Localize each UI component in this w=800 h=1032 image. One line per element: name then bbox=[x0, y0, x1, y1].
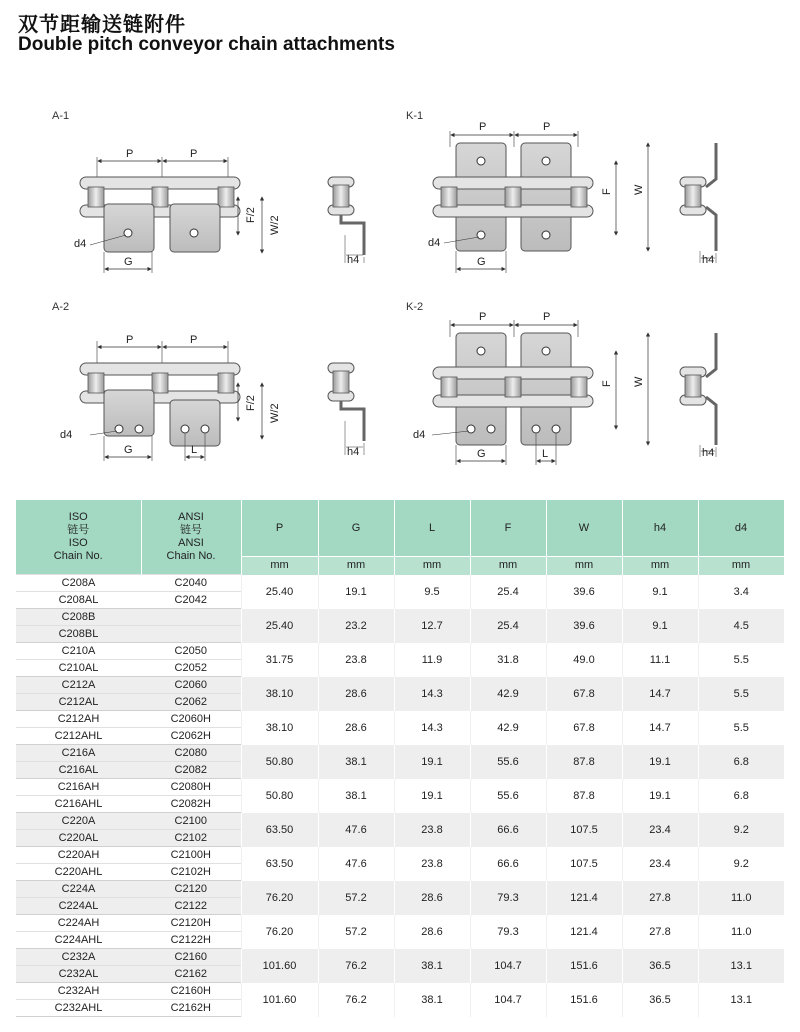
table-row bbox=[16, 643, 784, 660]
table-row bbox=[16, 949, 784, 966]
k2-l-label: L bbox=[542, 448, 549, 460]
ansi-chain-no: C2082 bbox=[141, 762, 241, 779]
w-value: 107.5 bbox=[546, 813, 622, 847]
g-value: 47.6 bbox=[318, 813, 394, 847]
col-header-g: G bbox=[318, 500, 394, 557]
col-header-f: F bbox=[470, 500, 546, 557]
iso-chain-no: C220A bbox=[16, 813, 141, 830]
d4-value: 5.5 bbox=[698, 711, 784, 745]
iso-chain-no: C208B bbox=[16, 609, 141, 626]
ansi-chain-no: C2042 bbox=[141, 592, 241, 609]
a1-f2-label: F/2 bbox=[245, 207, 257, 223]
f-value: 25.4 bbox=[470, 575, 546, 609]
g-value: 38.1 bbox=[318, 779, 394, 813]
f-value: 55.6 bbox=[470, 779, 546, 813]
ansi-chain-no: C2052 bbox=[141, 660, 241, 677]
f-value: 25.4 bbox=[470, 609, 546, 643]
p-value: 63.50 bbox=[241, 813, 318, 847]
g-value: 76.2 bbox=[318, 983, 394, 1017]
iso-chain-no: C224AHL bbox=[16, 932, 141, 949]
p-value: 76.20 bbox=[241, 915, 318, 949]
k2-h4-label: h4 bbox=[702, 447, 715, 459]
a2-f2-label: F/2 bbox=[245, 395, 257, 411]
d4-value: 6.8 bbox=[698, 745, 784, 779]
h4-value: 23.4 bbox=[622, 847, 698, 881]
ansi-chain-no: C2100 bbox=[141, 813, 241, 830]
d4-value: 13.1 bbox=[698, 949, 784, 983]
l-value: 28.6 bbox=[394, 915, 470, 949]
p-value: 38.10 bbox=[241, 677, 318, 711]
p-value: 101.60 bbox=[241, 949, 318, 983]
ansi-chain-no: C2100H bbox=[141, 847, 241, 864]
a2-p2-label: P bbox=[190, 334, 198, 346]
ansi-chain-no: C2162H bbox=[141, 1000, 241, 1017]
f-value: 104.7 bbox=[470, 983, 546, 1017]
ansi-header bbox=[141, 500, 241, 575]
iso-chain-no: C208A bbox=[16, 575, 141, 592]
iso-chain-no: C220AH bbox=[16, 847, 141, 864]
spec-table-body bbox=[16, 575, 784, 1017]
ansi-chain-no: C2120 bbox=[141, 881, 241, 898]
iso-chain-no: C212AHL bbox=[16, 728, 141, 745]
w-value: 67.8 bbox=[546, 677, 622, 711]
diagram-a1 bbox=[52, 110, 364, 273]
k1-p1-label: P bbox=[479, 121, 487, 133]
col-header-d4: d4 bbox=[698, 500, 784, 557]
attachment-diagrams bbox=[0, 95, 800, 485]
unit-f: mm bbox=[470, 557, 546, 575]
f-value: 66.6 bbox=[470, 813, 546, 847]
w-value: 39.6 bbox=[546, 609, 622, 643]
g-value: 38.1 bbox=[318, 745, 394, 779]
g-value: 28.6 bbox=[318, 677, 394, 711]
iso-chain-no: C220AL bbox=[16, 830, 141, 847]
h4-value: 19.1 bbox=[622, 745, 698, 779]
p-value: 101.60 bbox=[241, 983, 318, 1017]
a1-d4-label: d4 bbox=[74, 238, 87, 250]
unit-d4: mm bbox=[698, 557, 784, 575]
ansi-chain-no: C2082H bbox=[141, 796, 241, 813]
k1-g-label: G bbox=[477, 256, 486, 268]
iso-chain-no: C212A bbox=[16, 677, 141, 694]
ansi-chain-no: C2102 bbox=[141, 830, 241, 847]
iso-chain-no: C220AHL bbox=[16, 864, 141, 881]
iso-chain-no: C210AL bbox=[16, 660, 141, 677]
iso-chain-no: C232AHL bbox=[16, 1000, 141, 1017]
col-header-p: P bbox=[241, 500, 318, 557]
page-title-cn: 双节距输送链附件 bbox=[18, 12, 186, 36]
ansi-chain-no: C2050 bbox=[141, 643, 241, 660]
iso-chain-no: C224AH bbox=[16, 915, 141, 932]
table-row bbox=[16, 575, 784, 592]
ansi-chain-no: C2040 bbox=[141, 575, 241, 592]
diagram-k2 bbox=[406, 301, 716, 465]
d4-value: 9.2 bbox=[698, 813, 784, 847]
a2-p1-label: P bbox=[126, 334, 134, 346]
l-value: 19.1 bbox=[394, 779, 470, 813]
k1-p2-label: P bbox=[543, 121, 551, 133]
table-row bbox=[16, 847, 784, 864]
f-value: 79.3 bbox=[470, 881, 546, 915]
f-value: 42.9 bbox=[470, 711, 546, 745]
ansi-chain-no bbox=[141, 609, 241, 626]
ansi-chain-no: C2060 bbox=[141, 677, 241, 694]
w-value: 121.4 bbox=[546, 881, 622, 915]
iso-chain-no: C216AHL bbox=[16, 796, 141, 813]
d4-value: 5.5 bbox=[698, 643, 784, 677]
unit-w: mm bbox=[546, 557, 622, 575]
g-value: 76.2 bbox=[318, 949, 394, 983]
iso-chain-no: C210A bbox=[16, 643, 141, 660]
h4-value: 9.1 bbox=[622, 575, 698, 609]
w-value: 107.5 bbox=[546, 847, 622, 881]
iso-chain-no: C216AH bbox=[16, 779, 141, 796]
spec-table bbox=[16, 500, 785, 1017]
h4-value: 27.8 bbox=[622, 915, 698, 949]
a1-p1-label: P bbox=[126, 148, 134, 160]
a2-g-label: G bbox=[124, 444, 133, 456]
table-row bbox=[16, 711, 784, 728]
a2-d4-label: d4 bbox=[60, 429, 73, 441]
d4-value: 9.2 bbox=[698, 847, 784, 881]
iso-chain-no: C216A bbox=[16, 745, 141, 762]
g-value: 57.2 bbox=[318, 881, 394, 915]
iso-header bbox=[16, 500, 141, 575]
ansi-chain-no: C2160 bbox=[141, 949, 241, 966]
a1-h4-label: h4 bbox=[347, 254, 360, 266]
diagram-a1-label: A-1 bbox=[52, 110, 70, 122]
k1-w-label: W bbox=[633, 184, 645, 195]
iso-chain-no: C232AH bbox=[16, 983, 141, 1000]
w-value: 121.4 bbox=[546, 915, 622, 949]
a2-w2-label: W/2 bbox=[269, 403, 281, 423]
ansi-chain-no: C2160H bbox=[141, 983, 241, 1000]
table-row bbox=[16, 813, 784, 830]
iso-header-line: Chain No. bbox=[53, 550, 103, 562]
ansi-chain-no: C2080H bbox=[141, 779, 241, 796]
ansi-chain-no: C2122 bbox=[141, 898, 241, 915]
k1-h4-label: h4 bbox=[702, 254, 715, 266]
ansi-chain-no: C2122H bbox=[141, 932, 241, 949]
table-row bbox=[16, 779, 784, 796]
ansi-chain-no: C2162 bbox=[141, 966, 241, 983]
p-value: 76.20 bbox=[241, 881, 318, 915]
iso-chain-no: C224AL bbox=[16, 898, 141, 915]
l-value: 12.7 bbox=[394, 609, 470, 643]
w-value: 151.6 bbox=[546, 949, 622, 983]
d4-value: 5.5 bbox=[698, 677, 784, 711]
iso-header-line: 链号 bbox=[67, 524, 90, 536]
h4-value: 9.1 bbox=[622, 609, 698, 643]
f-value: 79.3 bbox=[470, 915, 546, 949]
w-value: 49.0 bbox=[546, 643, 622, 677]
l-value: 38.1 bbox=[394, 949, 470, 983]
h4-value: 36.5 bbox=[622, 949, 698, 983]
w-value: 39.6 bbox=[546, 575, 622, 609]
f-value: 55.6 bbox=[470, 745, 546, 779]
h4-value: 36.5 bbox=[622, 983, 698, 1017]
l-value: 14.3 bbox=[394, 677, 470, 711]
l-value: 23.8 bbox=[394, 847, 470, 881]
col-header-h4: h4 bbox=[622, 500, 698, 557]
l-value: 9.5 bbox=[394, 575, 470, 609]
w-value: 151.6 bbox=[546, 983, 622, 1017]
p-value: 25.40 bbox=[241, 609, 318, 643]
unit-g: mm bbox=[318, 557, 394, 575]
ansi-chain-no: C2062 bbox=[141, 694, 241, 711]
diagram-a2 bbox=[52, 301, 364, 461]
iso-header-line: ISO bbox=[68, 537, 88, 549]
diagram-k2-label: K-2 bbox=[406, 301, 424, 313]
a2-l-label: L bbox=[191, 444, 198, 456]
ansi-chain-no: C2102H bbox=[141, 864, 241, 881]
d4-value: 3.4 bbox=[698, 575, 784, 609]
l-value: 19.1 bbox=[394, 745, 470, 779]
table-row bbox=[16, 983, 784, 1000]
table-row bbox=[16, 609, 784, 626]
h4-value: 27.8 bbox=[622, 881, 698, 915]
iso-chain-no: C208BL bbox=[16, 626, 141, 643]
diagram-k1 bbox=[406, 110, 716, 273]
l-value: 38.1 bbox=[394, 983, 470, 1017]
p-value: 63.50 bbox=[241, 847, 318, 881]
page-title-en: Double pitch conveyor chain attachments bbox=[18, 34, 395, 55]
diagrams-svg bbox=[0, 95, 800, 485]
k2-p1-label: P bbox=[479, 311, 487, 323]
l-value: 23.8 bbox=[394, 813, 470, 847]
h4-value: 11.1 bbox=[622, 643, 698, 677]
k2-g-label: G bbox=[477, 448, 486, 460]
ansi-chain-no: C2080 bbox=[141, 745, 241, 762]
f-value: 31.8 bbox=[470, 643, 546, 677]
k2-w-label: W bbox=[633, 376, 645, 387]
d4-value: 13.1 bbox=[698, 983, 784, 1017]
h4-value: 14.7 bbox=[622, 711, 698, 745]
iso-chain-no: C216AL bbox=[16, 762, 141, 779]
table-row bbox=[16, 915, 784, 932]
p-value: 50.80 bbox=[241, 745, 318, 779]
iso-chain-no: C232A bbox=[16, 949, 141, 966]
iso-chain-no: C232AL bbox=[16, 966, 141, 983]
k2-f-label: F bbox=[601, 380, 613, 387]
k2-p2-label: P bbox=[543, 311, 551, 323]
l-value: 11.9 bbox=[394, 643, 470, 677]
p-value: 31.75 bbox=[241, 643, 318, 677]
f-value: 66.6 bbox=[470, 847, 546, 881]
ansi-header-line: Chain No. bbox=[166, 550, 216, 562]
table-row bbox=[16, 677, 784, 694]
iso-chain-no: C208AL bbox=[16, 592, 141, 609]
table-row bbox=[16, 745, 784, 762]
l-value: 14.3 bbox=[394, 711, 470, 745]
h4-value: 14.7 bbox=[622, 677, 698, 711]
col-header-l: L bbox=[394, 500, 470, 557]
ansi-header-line: ANSI bbox=[178, 537, 204, 549]
p-value: 25.40 bbox=[241, 575, 318, 609]
ansi-header-line: 链号 bbox=[180, 524, 202, 536]
g-value: 47.6 bbox=[318, 847, 394, 881]
h4-value: 19.1 bbox=[622, 779, 698, 813]
g-value: 23.8 bbox=[318, 643, 394, 677]
ansi-chain-no: C2062H bbox=[141, 728, 241, 745]
iso-chain-no: C224A bbox=[16, 881, 141, 898]
a1-w2-label: W/2 bbox=[269, 215, 281, 235]
iso-header-line: ISO bbox=[68, 511, 88, 523]
g-value: 19.1 bbox=[318, 575, 394, 609]
table-row bbox=[16, 881, 784, 898]
col-header-w: W bbox=[546, 500, 622, 557]
p-value: 38.10 bbox=[241, 711, 318, 745]
d4-value: 11.0 bbox=[698, 881, 784, 915]
unit-p: mm bbox=[241, 557, 318, 575]
a1-p2-label: P bbox=[190, 148, 198, 160]
iso-chain-no: C212AL bbox=[16, 694, 141, 711]
g-value: 57.2 bbox=[318, 915, 394, 949]
a2-h4-label: h4 bbox=[347, 446, 360, 458]
a1-g-label: G bbox=[124, 256, 133, 268]
w-value: 87.8 bbox=[546, 745, 622, 779]
l-value: 28.6 bbox=[394, 881, 470, 915]
f-value: 104.7 bbox=[470, 949, 546, 983]
p-value: 50.80 bbox=[241, 779, 318, 813]
g-value: 23.2 bbox=[318, 609, 394, 643]
ansi-header-line: ANSI bbox=[178, 511, 204, 523]
unit-l: mm bbox=[394, 557, 470, 575]
k1-d4-label: d4 bbox=[428, 237, 441, 249]
d4-value: 6.8 bbox=[698, 779, 784, 813]
ansi-chain-no: C2060H bbox=[141, 711, 241, 728]
w-value: 67.8 bbox=[546, 711, 622, 745]
iso-chain-no: C212AH bbox=[16, 711, 141, 728]
table-header-row bbox=[16, 500, 784, 557]
ansi-chain-no bbox=[141, 626, 241, 643]
f-value: 42.9 bbox=[470, 677, 546, 711]
d4-value: 11.0 bbox=[698, 915, 784, 949]
ansi-chain-no: C2120H bbox=[141, 915, 241, 932]
d4-value: 4.5 bbox=[698, 609, 784, 643]
h4-value: 23.4 bbox=[622, 813, 698, 847]
w-value: 87.8 bbox=[546, 779, 622, 813]
k2-d4-label: d4 bbox=[413, 429, 426, 441]
diagram-a2-label: A-2 bbox=[52, 301, 70, 313]
diagram-k1-label: K-1 bbox=[406, 110, 424, 122]
k1-f-label: F bbox=[601, 188, 613, 195]
g-value: 28.6 bbox=[318, 711, 394, 745]
unit-h4: mm bbox=[622, 557, 698, 575]
